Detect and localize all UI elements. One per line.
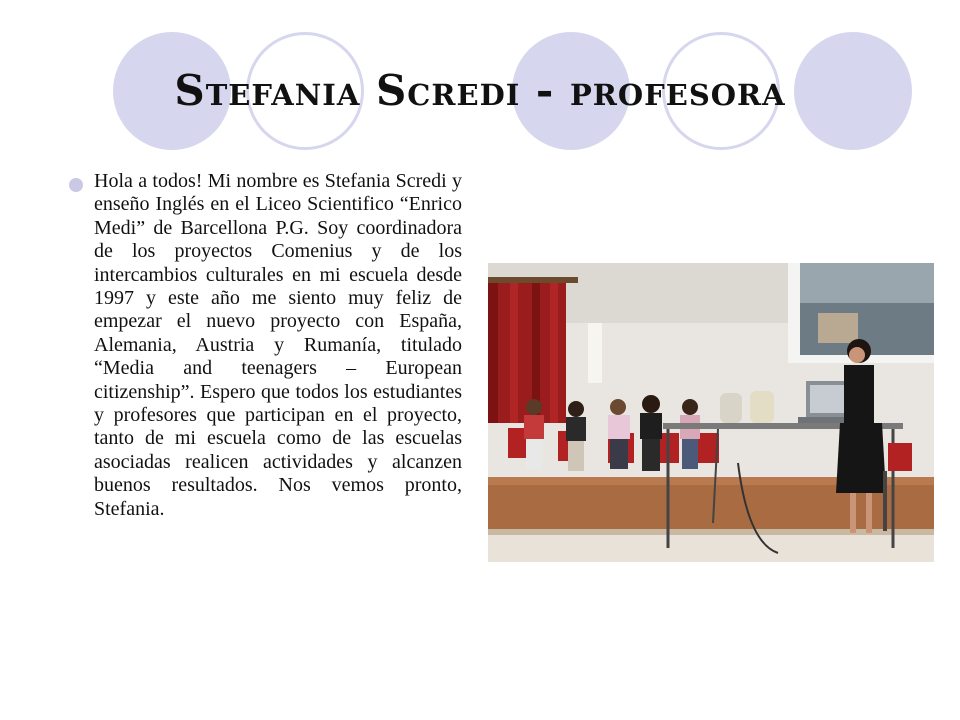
presentation-photo (488, 263, 934, 562)
bullet-icon (69, 178, 83, 192)
slide-title: Stefania Scredi - profesora (174, 66, 786, 115)
body-text: Hola a todos! Mi nombre es Stefania Scredi y enseño Inglés en el Liceo Scientifico “Enrico Medi” de Barcellona P.G. Soy coordinadora de los proyectos Comenius y de los intercambios culturales en mi escuela desde 1997 y este año me siento muy feliz de empezar el nuevo proyecto con España, Alemania, Austria y Rumanía, titulado “Media and teenagers – European citizenship”. Espero que todos los estudiantes y profesores que participan en el proyecto, tanto de mi escuela como de las escuelas asociadas realicen actividades y alcanzen buenos resultados. Nos vemos pronto, Stefania. (94, 170, 462, 520)
photo-illustration (488, 263, 934, 562)
